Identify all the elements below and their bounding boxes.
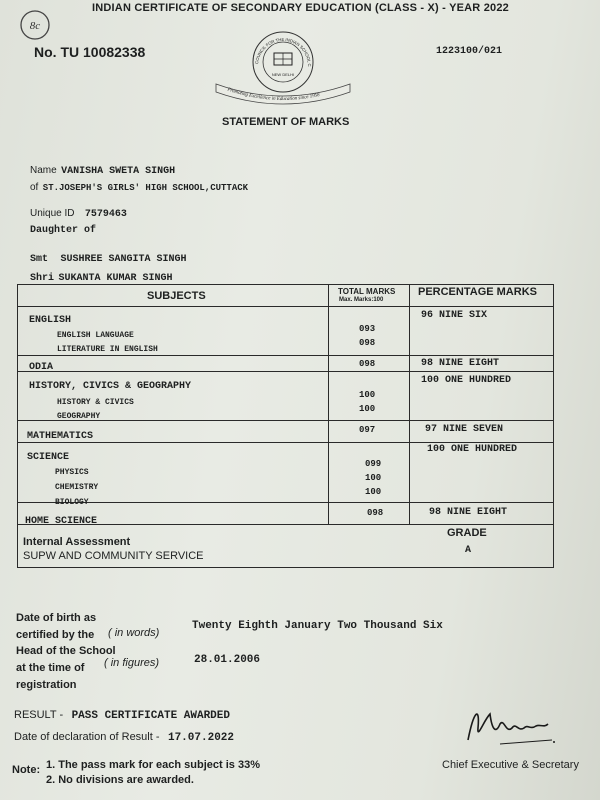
mother-name: SUSHREE SANGITA SINGH [60,254,187,265]
declaration-date: 17.07.2022 [167,732,234,744]
marks-odia: 098 [359,359,376,369]
result-line [14,705,230,723]
signature-icon [460,700,560,750]
father-prefix: Shri [30,273,55,284]
percentage-home-science: 98 NINE EIGHT [429,507,508,518]
percentage-english: 96 NINE SIX [421,310,488,321]
subpaper-history-civics: HISTORY & CIVICS [57,398,134,407]
subject-science: SCIENCE [27,452,70,463]
reference-code: 1223100/021 [436,46,503,57]
note-label: Note: [12,764,41,776]
student-name: VANISHA SWETA SINGH [61,166,176,177]
council-seal-icon [208,26,358,106]
marks-biology: 100 [365,487,382,497]
subpaper-literature-in-english: LITERATURE IN ENGLISH [57,345,158,354]
father-line [30,267,173,285]
supw-label: SUPW AND COMMUNITY SERVICE [23,550,204,562]
column-header-total-marks: TOTAL MARKS [338,287,396,296]
percentage-science: 100 ONE HUNDRED [427,444,518,455]
marks-literature-in-english: 098 [359,338,376,348]
svg-text:COUNCIL FOR THE INDIAN SCHOOL: COUNCIL FOR THE INDIAN SCHOOL C [254,36,313,67]
dob-label-line-3: Head of the School [16,645,116,657]
subpaper-english-language: ENGLISH LANGUAGE [57,331,134,340]
marks-physics: 099 [365,459,382,469]
of-label: of [30,182,39,193]
unique-id-label: Unique ID [30,208,75,219]
in-words-label: ( in words) [108,627,160,639]
marks-english-language: 093 [359,324,376,334]
grade-label: GRADE [447,527,487,539]
subject-history-civics-geography: HISTORY, CIVICS & GEOGRAPHY [29,381,192,392]
note-line-2: 2. No divisions are awarded. [46,774,194,786]
statement-title: STATEMENT OF MARKS [222,116,350,128]
dob-label-line-5: registration [16,679,77,691]
dob-label-line-2: certified by the [16,629,95,641]
certificate-title: INDIAN CERTIFICATE OF SECONDARY EDUCATION (CLASS - X) - YEAR 2022 [92,2,509,14]
marks-table [17,284,554,568]
mother-prefix: Smt [30,254,49,265]
percentage-odia: 98 NINE EIGHT [421,358,500,369]
unique-id: 7579463 [84,209,127,220]
declaration-label: Date of declaration of Result - [14,731,160,743]
svg-text:Promoting Excellence in Educat: Promoting Excellence in Education since 1958 [226,87,321,103]
result-value: PASS CERTIFICATE AWARDED [71,710,230,722]
subpaper-biology: BIOLOGY [55,498,89,507]
dob-in-words: Twenty Eighth January Two Thousand Six [192,620,443,632]
internal-assessment-label: Internal Assessment [23,536,131,548]
relation-label: Daughter of [30,225,97,236]
in-figures-label: ( in figures) [104,657,160,669]
dob-in-figures: 28.01.2006 [194,654,261,666]
svg-text:8c: 8c [29,20,41,32]
student-name-line [30,160,175,178]
marks-chemistry: 100 [365,473,382,483]
marks-mathematics: 097 [359,425,376,435]
percentage-history-civics-geography: 100 ONE HUNDRED [421,375,512,386]
subject-home-science: HOME SCIENCE [25,516,98,527]
marks-history-civics: 100 [359,390,376,400]
svg-text:NEW DELHI: NEW DELHI [271,72,295,77]
subpaper-geography: GEOGRAPHY [57,412,101,421]
subject-odia: ODIA [29,362,54,373]
declaration-line [14,727,234,745]
column-header-percentage: PERCENTAGE MARKS [418,286,537,298]
subpaper-physics: PHYSICS [55,468,89,477]
subpaper-chemistry: CHEMISTRY [55,483,99,492]
column-header-subjects: SUBJECTS [147,290,206,302]
note-line-1: 1. The pass mark for each subject is 33% [46,759,260,771]
school-name: ST.JOSEPH'S GIRLS' HIGH SCHOOL,CUTTACK [42,183,249,193]
supw-grade: A [465,545,472,556]
signatory-title: Chief Executive & Secretary [442,759,579,771]
father-name: SUKANTA KUMAR SINGH [58,273,173,284]
unique-id-line [30,203,127,221]
result-label: RESULT - [14,709,64,721]
dob-label-line-4: at the time of [16,662,85,674]
certificate-number: No. TU 10082338 [34,44,146,60]
school-line [30,177,248,195]
dob-label-line-1: Date of birth as [16,612,97,624]
mother-line [30,248,187,266]
subject-english: ENGLISH [29,315,72,326]
column-header-max-marks: Max. Marks:100 [339,297,384,303]
subject-mathematics: MATHEMATICS [27,431,94,442]
percentage-mathematics: 97 NINE SEVEN [425,424,504,435]
marks-home-science: 098 [367,508,384,518]
name-label: Name [30,165,57,176]
marks-geography: 100 [359,404,376,414]
circle-annotation-icon [18,8,52,42]
